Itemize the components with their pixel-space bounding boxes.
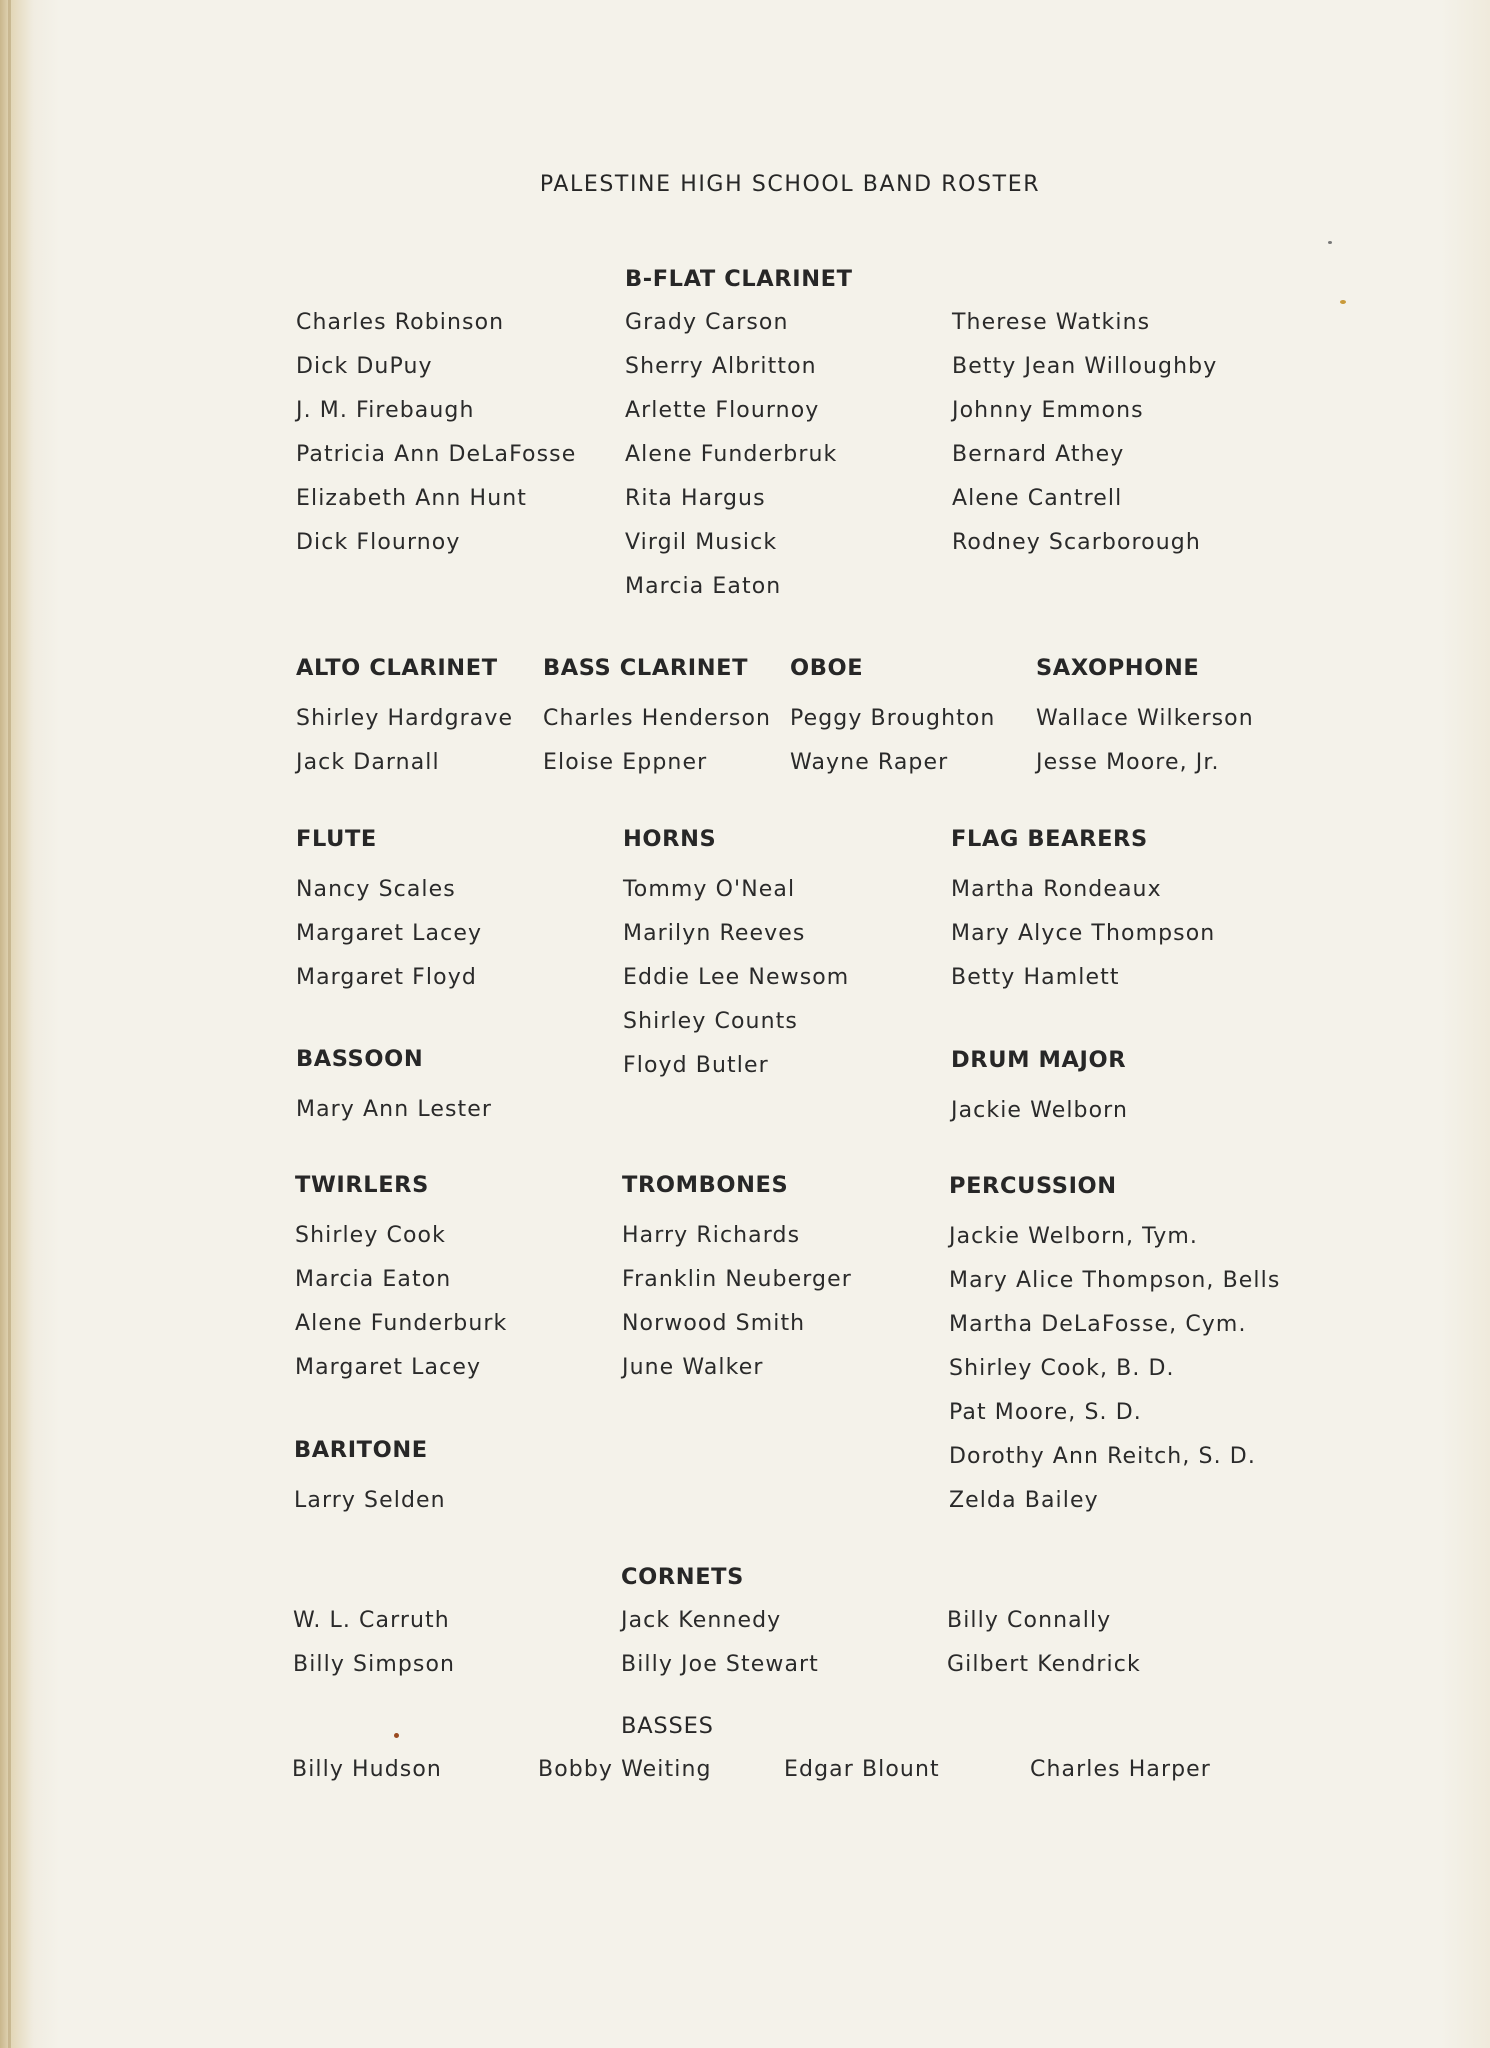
baritone-names xyxy=(294,1479,446,1523)
roster-name: Pat Moore, S. D. xyxy=(949,1400,1142,1425)
section-bass-clarinet xyxy=(543,653,771,785)
basses-name-3 xyxy=(784,1748,940,1792)
roster-name: Eddie Lee Newsom xyxy=(623,965,850,990)
roster-name: Norwood Smith xyxy=(622,1311,806,1336)
roster-name: Bobby Weiting xyxy=(538,1757,712,1782)
roster-name: Margaret Lacey xyxy=(296,921,483,946)
roster-name: Rodney Scarborough xyxy=(952,530,1201,555)
roster-name: Betty Hamlett xyxy=(951,965,1120,990)
roster-name: Dick DuPuy xyxy=(296,354,433,379)
flag-bearers-names xyxy=(951,868,1215,1000)
cornets-column-3 xyxy=(947,1599,1141,1687)
roster-name: Johnny Emmons xyxy=(952,398,1144,423)
roster-name: Edgar Blount xyxy=(784,1757,940,1782)
roster-name: Bernard Athey xyxy=(952,442,1125,467)
roster-name: Marcia Eaton xyxy=(295,1267,452,1292)
section-oboe xyxy=(790,653,995,785)
roster-name: Charles Robinson xyxy=(296,310,505,335)
roster-name: Alene Funderbruk xyxy=(625,442,838,467)
roster-name: Virgil Musick xyxy=(625,530,778,555)
roster-name: Sherry Albritton xyxy=(625,354,817,379)
roster-name: Marilyn Reeves xyxy=(623,921,806,946)
roster-name: Billy Connally xyxy=(947,1608,1112,1633)
section-heading-cornets: CORNETS xyxy=(621,1564,744,1590)
roster-name: Martha Rondeaux xyxy=(951,877,1162,902)
roster-name: Alene Funderburk xyxy=(295,1311,508,1336)
roster-name: Shirley Counts xyxy=(623,1009,798,1034)
roster-name: Billy Joe Stewart xyxy=(621,1652,819,1677)
roster-name: J. M. Firebaugh xyxy=(296,398,475,423)
roster-name: June Walker xyxy=(622,1355,764,1380)
roster-name: Margaret Lacey xyxy=(295,1355,482,1380)
roster-name: Billy Simpson xyxy=(293,1652,456,1677)
roster-name: Jackie Welborn, Tym. xyxy=(949,1224,1199,1249)
section-percussion xyxy=(949,1171,1280,1523)
page-title: PALESTINE HIGH SCHOOL BAND ROSTER xyxy=(539,172,1041,197)
roster-name: Zelda Bailey xyxy=(949,1488,1099,1513)
roster-name: Eloise Eppner xyxy=(543,750,708,775)
roster-name: Shirley Cook xyxy=(295,1223,446,1248)
roster-name: Jackie Welborn xyxy=(951,1098,1128,1123)
section-heading-percussion: PERCUSSION xyxy=(949,1173,1117,1199)
roster-name: Mary Alice Thompson, Bells xyxy=(949,1268,1281,1293)
roster-name: Franklin Neuberger xyxy=(622,1267,852,1292)
basses-name-1 xyxy=(292,1748,442,1792)
section-twirlers xyxy=(295,1170,507,1390)
roster-name: Billy Hudson xyxy=(292,1757,442,1782)
roster-name: Dorothy Ann Reitch, S. D. xyxy=(949,1444,1256,1469)
alto-clarinet-names xyxy=(296,697,513,785)
horns-names xyxy=(623,868,849,1088)
section-heading-oboe: OBOE xyxy=(790,655,864,681)
saxophone-names xyxy=(1036,697,1254,785)
bassoon-names xyxy=(296,1088,492,1132)
roster-name: Dick Flournoy xyxy=(296,530,461,555)
section-alto-clarinet xyxy=(296,653,513,785)
roster-name: Charles Henderson xyxy=(543,706,772,731)
roster-name: Wallace Wilkerson xyxy=(1036,706,1254,731)
roster-name: Floyd Butler xyxy=(623,1053,769,1078)
basses-name-4 xyxy=(1030,1748,1211,1792)
roster-name: Rita Hargus xyxy=(625,486,766,511)
twirlers-names xyxy=(295,1214,507,1390)
oboe-names xyxy=(790,697,995,785)
roster-name: Mary Alyce Thompson xyxy=(951,921,1216,946)
roster-name: Patricia Ann DeLaFosse xyxy=(296,442,577,467)
section-heading-baritone: BARITONE xyxy=(294,1437,428,1463)
section-heading-horns: HORNS xyxy=(623,826,717,852)
flute-names xyxy=(296,868,482,1000)
roster-name: Nancy Scales xyxy=(296,877,456,902)
roster-name: Peggy Broughton xyxy=(790,706,996,731)
section-bassoon xyxy=(296,1044,492,1132)
b-flat-clarinet-column-2 xyxy=(625,301,837,609)
section-heading-twirlers: TWIRLERS xyxy=(295,1172,429,1198)
section-drum-major xyxy=(951,1045,1128,1133)
roster-name: Shirley Hardgrave xyxy=(296,706,514,731)
roster-name: Elizabeth Ann Hunt xyxy=(296,486,528,511)
roster-name: Harry Richards xyxy=(622,1223,801,1248)
roster-name: Jesse Moore, Jr. xyxy=(1036,750,1220,775)
percussion-names xyxy=(949,1215,1280,1523)
roster-name: Charles Harper xyxy=(1030,1757,1211,1782)
section-baritone xyxy=(294,1435,446,1523)
b-flat-clarinet-column-3 xyxy=(952,301,1217,565)
roster-name: Jack Darnall xyxy=(296,750,440,775)
section-heading-flute: FLUTE xyxy=(296,826,377,852)
section-trombones xyxy=(622,1170,852,1390)
section-heading-bass-clarinet: BASS CLARINET xyxy=(543,655,749,681)
section-heading-drum-major: DRUM MAJOR xyxy=(951,1047,1127,1073)
section-flag-bearers xyxy=(951,824,1215,1000)
section-heading-trombones: TROMBONES xyxy=(622,1172,789,1198)
paper-speck xyxy=(1340,300,1346,304)
roster-name: Marcia Eaton xyxy=(625,574,782,599)
roster-name: Jack Kennedy xyxy=(621,1608,782,1633)
roster-name: Tommy O'Neal xyxy=(623,877,796,902)
section-heading-basses: BASSES xyxy=(621,1713,714,1739)
section-horns xyxy=(623,824,849,1088)
cornets-column-2 xyxy=(621,1599,819,1687)
section-heading-flag-bearers: FLAG BEARERS xyxy=(951,826,1148,852)
section-heading-saxophone: SAXOPHONE xyxy=(1036,655,1200,681)
roster-name: Grady Carson xyxy=(625,310,789,335)
roster-name: Larry Selden xyxy=(294,1488,446,1513)
b-flat-clarinet-column-1 xyxy=(296,301,576,565)
cornets-column-1 xyxy=(293,1599,455,1687)
paper-speck xyxy=(1328,241,1332,244)
roster-name: Mary Ann Lester xyxy=(296,1097,493,1122)
roster-name: Alene Cantrell xyxy=(952,486,1123,511)
roster-name: Martha DeLaFosse, Cym. xyxy=(949,1312,1247,1337)
bass-clarinet-names xyxy=(543,697,771,785)
paper-speck xyxy=(394,1733,399,1738)
roster-name: W. L. Carruth xyxy=(293,1608,450,1633)
roster-name: Shirley Cook, B. D. xyxy=(949,1356,1175,1381)
section-heading-alto-clarinet: ALTO CLARINET xyxy=(296,655,498,681)
roster-name: Arlette Flournoy xyxy=(625,398,820,423)
trombones-names xyxy=(622,1214,852,1390)
basses-name-2 xyxy=(538,1748,712,1792)
section-heading-bassoon: BASSOON xyxy=(296,1046,424,1072)
roster-name: Margaret Floyd xyxy=(296,965,477,990)
section-flute xyxy=(296,824,482,1000)
roster-name: Therese Watkins xyxy=(952,310,1151,335)
section-saxophone xyxy=(1036,653,1254,785)
roster-name: Betty Jean Willoughby xyxy=(952,354,1218,379)
roster-name: Wayne Raper xyxy=(790,750,949,775)
roster-name: Gilbert Kendrick xyxy=(947,1652,1141,1677)
drum-major-names xyxy=(951,1089,1128,1133)
section-heading-b-flat-clarinet: B-FLAT CLARINET xyxy=(625,266,853,292)
